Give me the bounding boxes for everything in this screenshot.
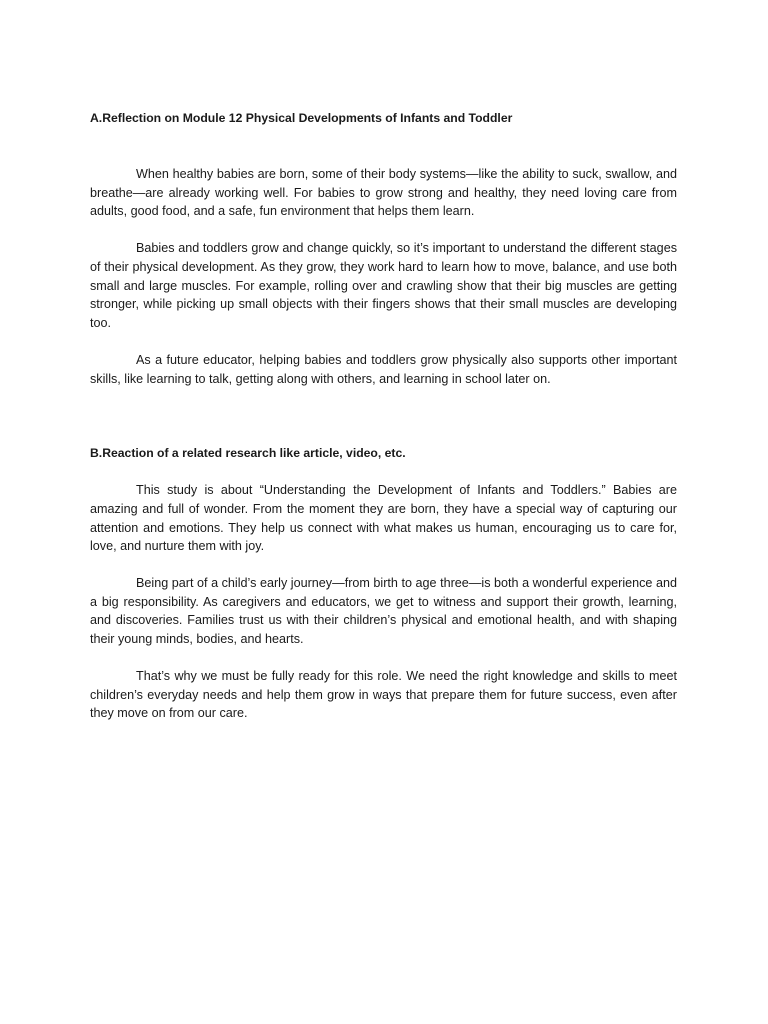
section-a-paragraph-3: As a future educator, helping babies and toddlers grow physically also supports other important skills, like learning to talk, getting along with others, and learning in school later on. [90,352,677,386]
section-b-paragraph-3: That’s why we must be fully ready for this role. We need the right knowledge and skills to meet children’s everyday needs and help them grow in ways that prepare them for future success, even after they move on from our care. [90,669,677,721]
spacer [90,128,677,165]
spacer [90,425,677,444]
section-a-heading: A.Reflection on Module 12 Physical Developments of Infants and Toddler [90,111,513,125]
section-b-paragraph-2: Being part of a child’s early journey—from birth to age three—is both a wonderful experience and a big responsibility. As caregivers and educators, we get to witness and support their growth, learning, and discoveries. Families trust us with their children’s physical and emotional health, and with shaping their young minds, bodies, and hearts. [90,576,677,647]
spacer [90,649,677,668]
spacer [90,332,677,351]
spacer [90,221,677,240]
section-b-paragraph-1: This study is about “Understanding the Development of Infants and Toddlers.” Babies are amazing and full of wonder. From the moment they are born, they have a special way of capturing our attention and emotions. They help us connect with what makes us human, encouraging us to care for, love, and nurture them with joy. [90,483,677,554]
spacer [90,556,677,575]
spacer [90,388,677,425]
section-b-heading: B.Reaction of a related research like article, video, etc. [90,445,406,460]
spacer [90,463,677,482]
section-a-paragraph-2: Babies and toddlers grow and change quickly, so it’s important to understand the different stages of their physical development. As they grow, they work hard to learn how to move, balance, and use both small and large muscles. For example, rolling over and crawling show that their big muscles are getting stronger, while picking up small objects with their fingers shows that their small muscles are developing too. [90,241,677,330]
section-a-paragraph-1: When healthy babies are born, some of their body systems—like the ability to suck, swallow, and breathe—are already working well. For babies to grow strong and healthy, they need loving care from adults, good food, and a safe, fun environment that helps them learn. [90,167,677,219]
document-page [90,109,677,723]
